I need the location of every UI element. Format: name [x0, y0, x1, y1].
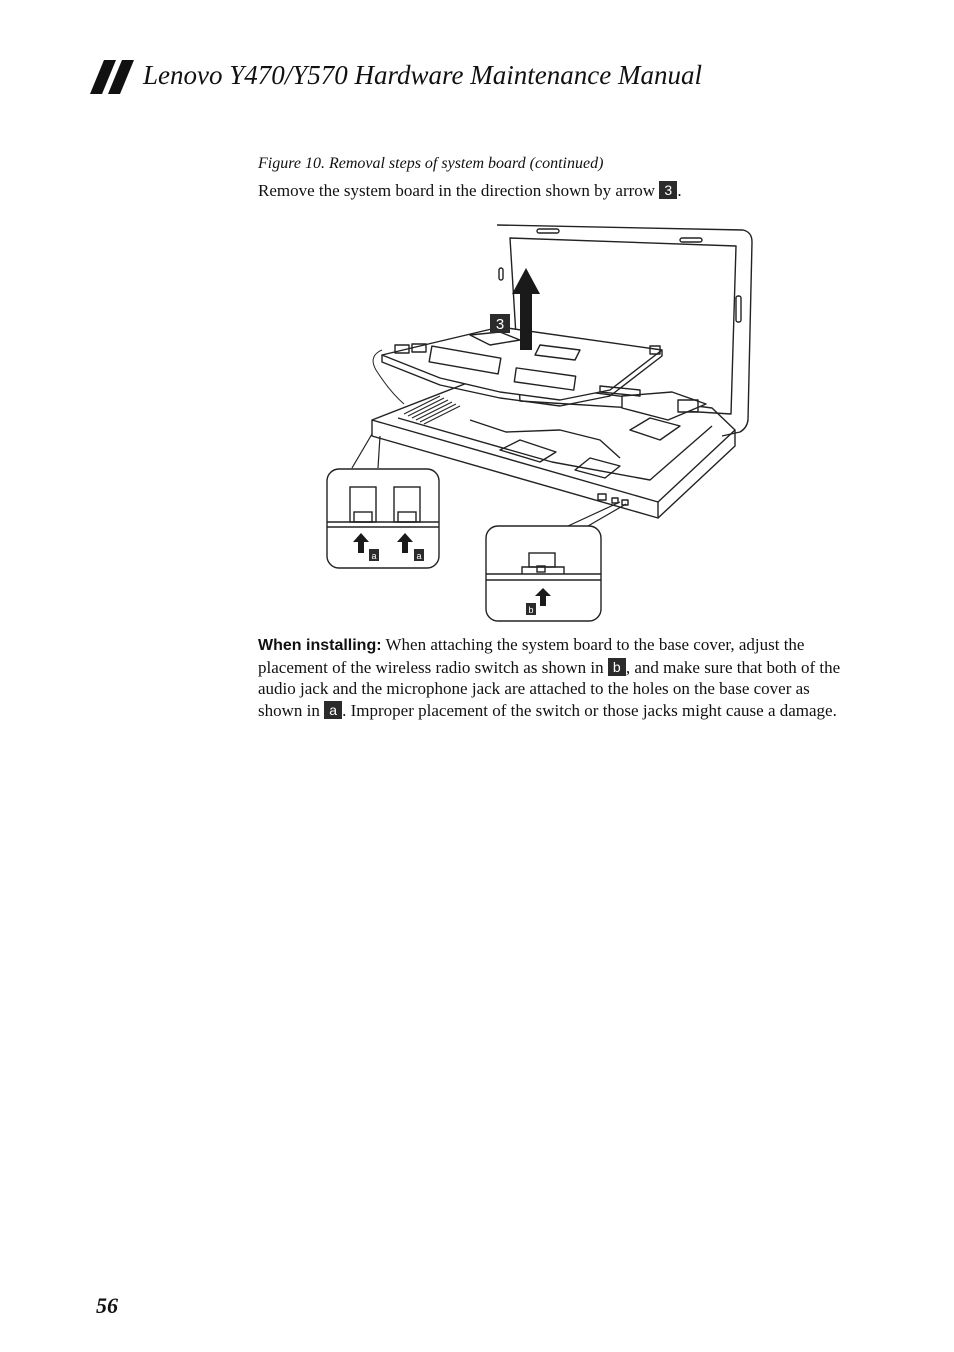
fan-vent [404, 396, 460, 424]
lid-side-port [499, 268, 503, 280]
detail-a-label-1: a [371, 551, 377, 561]
note-lead: When installing: [258, 637, 382, 654]
detail-b-label: b [528, 605, 534, 615]
leader-line-a [352, 434, 380, 468]
instruction-text [258, 181, 682, 201]
step-3-callout: 3 [495, 316, 505, 333]
instruction-sentence: Remove the system board in the direction shown by arrow [258, 181, 656, 200]
note-badge-a: a [324, 701, 342, 719]
step-3-badge: 3 [659, 181, 677, 199]
detail-a-label-2: a [416, 551, 422, 561]
instruction-end: . [677, 181, 682, 200]
installation-note [258, 634, 858, 721]
lid-slot-left [537, 229, 559, 233]
system-board-removal-illustration [320, 215, 760, 625]
lid-side-slot [736, 296, 741, 322]
note-badge-b: b [608, 658, 626, 676]
base-inner-tray [398, 418, 712, 480]
detail-b-callout [486, 526, 601, 621]
note-text-1: When attaching the system board to the base cover, adjust the placement of the wireless radio switch as shown in [258, 635, 805, 677]
leader-line-b [568, 502, 626, 526]
note-text-2: , and make sure that both of the audio jack and the microphone jack are attached to the holes on the base cover as shown in [258, 657, 841, 720]
detail-a-callout [327, 469, 439, 568]
figure-caption: Figure 10. Removal steps of system board (continued) [258, 155, 604, 172]
manual-title: Lenovo Y470/Y570 Hardware Maintenance Manual [143, 60, 702, 90]
page-number: 56 [96, 1293, 118, 1318]
base-right-edge [658, 430, 735, 518]
note-text-3: . Improper placement of the switch or those jacks might cause a damage. [342, 700, 837, 720]
lid-slot-right [680, 238, 702, 242]
header-slash-mark [90, 58, 136, 96]
io-board [622, 392, 706, 420]
